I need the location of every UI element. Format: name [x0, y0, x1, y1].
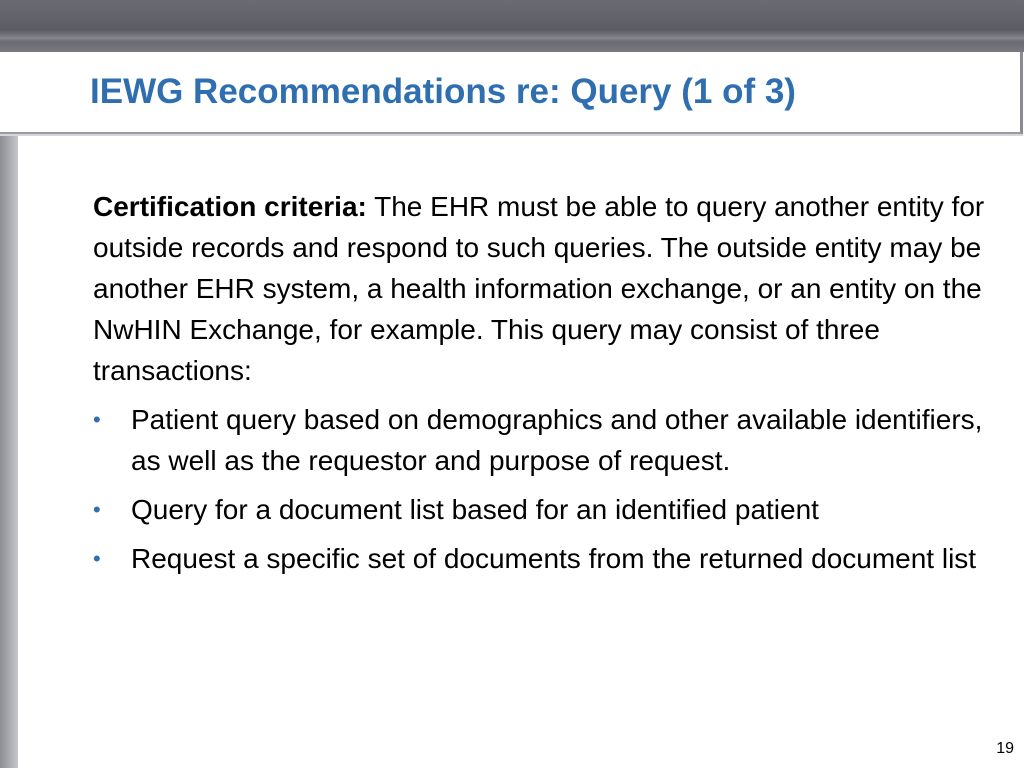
- page-number: 19: [996, 740, 1014, 757]
- criteria-text: The EHR must be able to query another entity for outside records and respond to such queries. The outside entity may be another EHR system, a health information exchange, or an entity on the NwHIN Exchange, for example. This query may consist of three transactions:: [93, 191, 985, 386]
- list-item-text: Patient query based on demographics and other available identifiers, as well as the requestor and purpose of request.: [131, 404, 983, 476]
- transaction-list: [93, 399, 993, 579]
- list-item-text: Query for a document list based for an identified patient: [131, 494, 819, 525]
- list-item: [93, 489, 993, 530]
- bullet-icon: •: [93, 497, 101, 522]
- criteria-paragraph: [93, 186, 993, 391]
- list-item: [93, 399, 993, 481]
- left-decorative-band: [0, 52, 18, 768]
- list-item: [93, 538, 993, 579]
- slide-title: IEWG Recommendations re: Query (1 of 3): [90, 72, 796, 111]
- bullet-icon: •: [93, 546, 101, 571]
- top-decorative-band: [0, 0, 1024, 52]
- criteria-lead: Certification criteria:: [93, 191, 367, 222]
- bullet-icon: •: [93, 407, 101, 432]
- slide-content: [93, 186, 993, 587]
- list-item-text: Request a specific set of documents from the returned document list: [131, 543, 977, 574]
